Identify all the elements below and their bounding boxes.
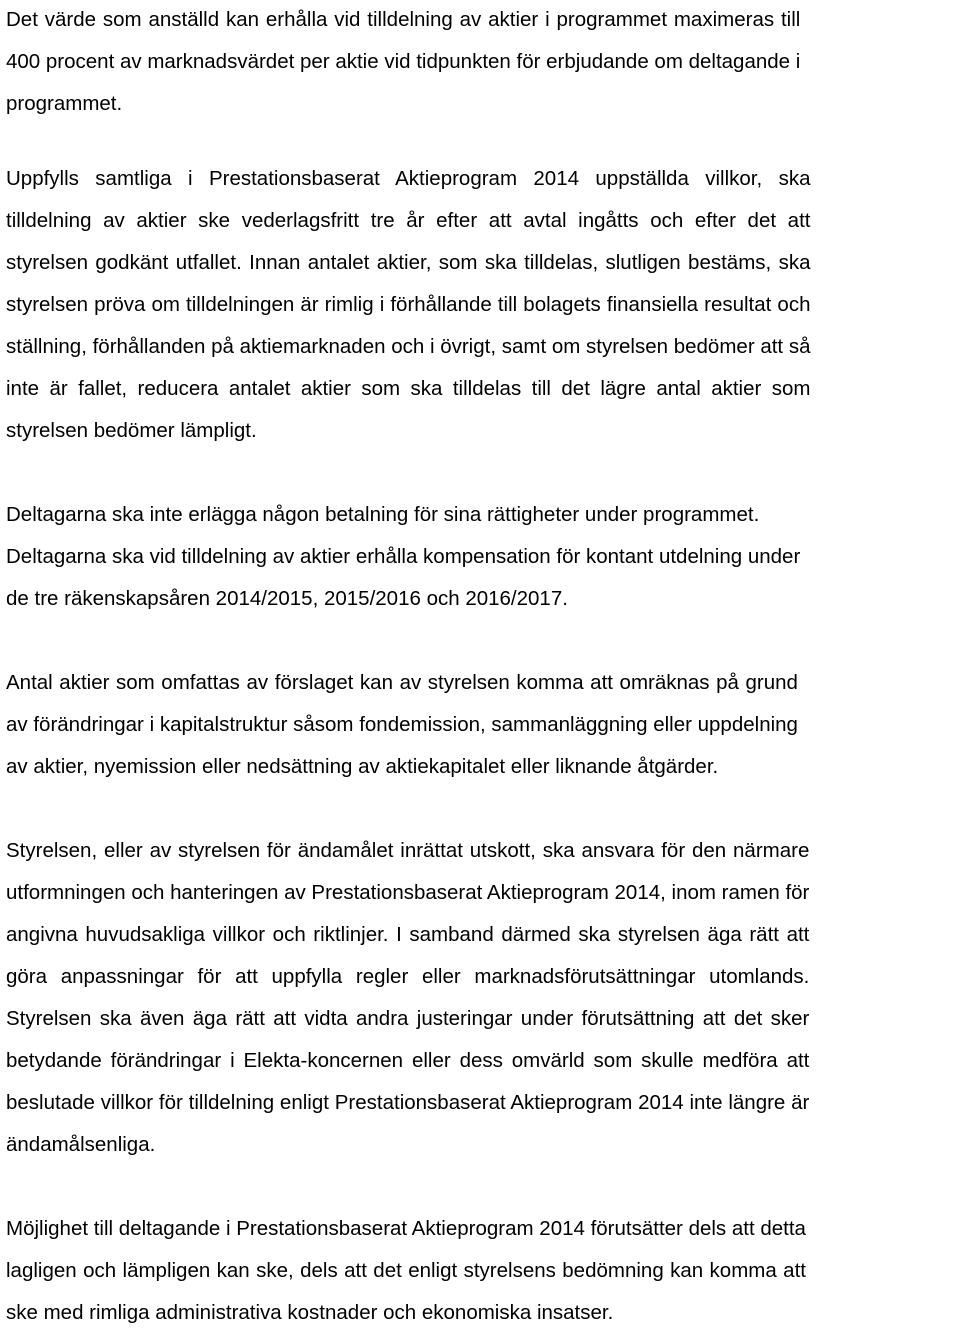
text-line: av förändringar i kapitalstruktur såsom fondemission, sammanläggning eller uppdelning	[6, 713, 798, 736]
text-line: ändamålsenliga.	[6, 1133, 156, 1156]
text-line: styrelsen godkänt utfallet. Innan antalet aktier, som ska tilldelas, slutligen bestäms, ska	[6, 251, 811, 274]
paragraph-share-value-cap	[6, 0, 800, 125]
paragraph-share-recalculation	[6, 662, 798, 788]
paragraph-participant-payment	[6, 494, 800, 620]
text-line: lagligen och lämpligen kan ske, dels att det enligt styrelsens bedömning kan komma att	[6, 1259, 806, 1282]
text-line: Deltagarna ska inte erlägga någon betalning för sina rättigheter under programmet.	[6, 503, 760, 526]
text-line: tilldelning av aktier ske vederlagsfritt tre år efter att avtal ingåtts och efter det att	[6, 209, 811, 232]
text-line: Antal aktier som omfattas av förslaget kan av styrelsen komma att omräknas på grund	[6, 671, 798, 694]
paragraph-board-responsibility	[6, 830, 809, 1166]
text-line: utformningen och hanteringen av Prestationsbaserat Aktieprogram 2014, inom ramen för	[6, 881, 810, 904]
text-line: av aktier, nyemission eller nedsättning av aktiekapitalet eller liknande åtgärder.	[6, 755, 719, 778]
text-line: programmet.	[6, 92, 123, 115]
text-line: styrelsen pröva om tilldelningen är rimlig i förhållande till bolagets finansiella resultat och	[6, 293, 811, 316]
text-line: de tre räkenskapsåren 2014/2015, 2015/2016 och 2016/2017.	[6, 587, 568, 610]
text-line: Deltagarna ska vid tilldelning av aktier erhålla kompensation för kontant utdelning under	[6, 545, 801, 568]
paragraph-allocation-conditions	[6, 158, 810, 452]
text-line: Det värde som anställd kan erhålla vid tilldelning av aktier i programmet maximeras till	[6, 8, 801, 31]
text-line: angivna huvudsakliga villkor och riktlinjer. I samband därmed ska styrelsen äga rätt att	[6, 923, 810, 946]
text-line: ske med rimliga administrativa kostnader och ekonomiska insatser.	[6, 1301, 614, 1324]
text-line: betydande förändringar i Elekta-koncernen eller dess omvärld som skulle medföra att	[6, 1049, 810, 1072]
text-line: Möjlighet till deltagande i Prestationsbaserat Aktieprogram 2014 förutsätter dels att detta	[6, 1217, 806, 1240]
text-line: ställning, förhållanden på aktiemarknaden och i övrigt, samt om styrelsen bedömer att så	[6, 335, 811, 358]
text-line: styrelsen bedömer lämpligt.	[6, 419, 257, 442]
text-line: Styrelsen ska även äga rätt att vidta andra justeringar under förutsättning att det sker	[6, 1007, 810, 1030]
text-line: göra anpassningar för att uppfylla regler eller marknadsförutsättningar utomlands.	[6, 965, 810, 988]
text-line: inte är fallet, reducera antalet aktier som ska tilldelas till det lägre antal aktier som	[6, 377, 811, 400]
paragraph-participation-possibility	[6, 1208, 806, 1334]
text-line: beslutade villkor för tilldelning enligt Prestationsbaserat Aktieprogram 2014 inte längre är	[6, 1091, 810, 1114]
text-line: 400 procent av marknadsvärdet per aktie vid tidpunkten för erbjudande om deltagande i	[6, 50, 801, 73]
text-line: Uppfylls samtliga i Prestationsbaserat Aktieprogram 2014 uppställda villkor, ska	[6, 167, 811, 190]
text-line: Styrelsen, eller av styrelsen för ändamålet inrättat utskott, ska ansvara för den närmare	[6, 839, 810, 862]
